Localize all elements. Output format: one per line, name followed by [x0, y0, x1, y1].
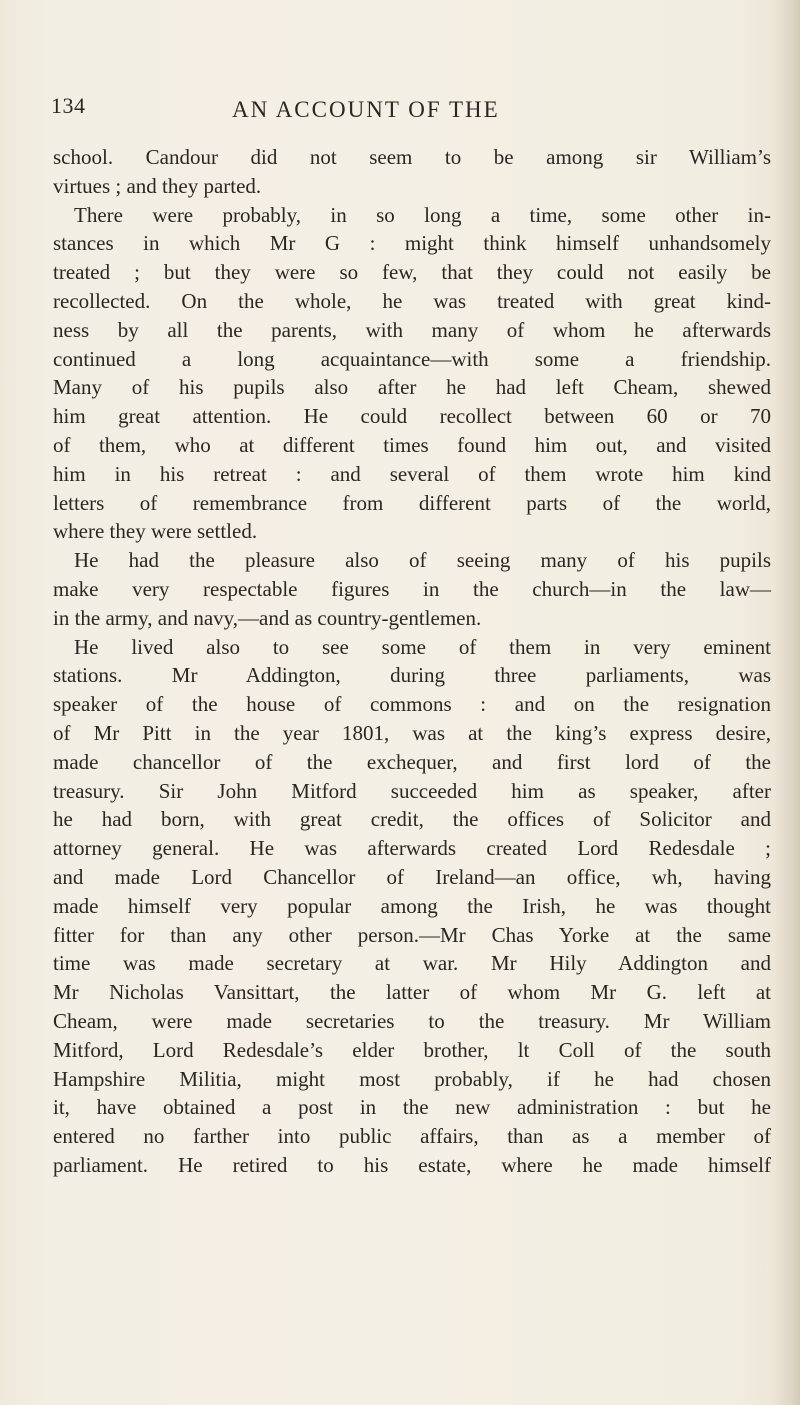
text-line: treated ; but they were so few, that they could not easily be: [53, 260, 771, 285]
text-line: He lived also to see some of them in very eminent: [74, 634, 771, 659]
body-text: [53, 143, 771, 1180]
text-line: he had born, with great credit, the offices of Solicitor and: [53, 807, 771, 832]
text-line: Mitford, Lord Redesdale’s elder brother, lt Coll of the south: [53, 1037, 771, 1062]
text-line: recollected. On the whole, he was treated with great kind-: [53, 288, 771, 313]
page-number: 134: [51, 93, 86, 118]
text-line: parliament. He retired to his estate, where he made himself: [53, 1152, 771, 1177]
text-line: Mr Nicholas Vansittart, the latter of whom Mr G. left at: [53, 980, 771, 1005]
text-line: made himself very popular among the Irish, he was thought: [53, 893, 771, 918]
page-edge-shadow: [774, 0, 800, 1405]
text-line: ness by all the parents, with many of whom he afterwards: [53, 317, 771, 342]
running-head: AN ACCOUNT OF THE: [232, 97, 500, 122]
text-line: Many of his pupils also after he had left Cheam, shewed: [53, 375, 771, 400]
text-line: Cheam, were made secretaries to the treasury. Mr William: [53, 1008, 771, 1033]
text-line: continued a long acquaintance—with some a friendship.: [53, 346, 771, 371]
text-line: and made Lord Chancellor of Ireland—an office, wh, having: [53, 864, 771, 889]
text-line: make very respectable figures in the church—in the law—: [53, 576, 771, 601]
text-line: time was made secretary at war. Mr Hily Addington and: [53, 951, 771, 976]
text-line: letters of remembrance from different parts of the world,: [53, 490, 771, 515]
text-line: attorney general. He was afterwards created Lord Redesdale ;: [53, 836, 771, 861]
text-line: virtues ; and they parted.: [53, 173, 262, 198]
text-line: There were probably, in so long a time, some other in-: [74, 202, 771, 227]
text-line: treasury. Sir John Mitford succeeded him as speaker, after: [53, 778, 771, 803]
text-line: in the army, and navy,—and as country-gentlemen.: [53, 605, 482, 630]
text-line: stances in which Mr G : might think himself unhandsomely: [53, 231, 771, 256]
text-line: speaker of the house of commons : and on the resignation: [53, 692, 771, 717]
text-line: school. Candour did not seem to be among sir William’s: [53, 145, 771, 169]
text-line: stations. Mr Addington, during three parliaments, was: [53, 663, 771, 688]
text-line: Hampshire Militia, might most probably, if he had chosen: [53, 1066, 771, 1091]
text-line: him in his retreat : and several of them wrote him kind: [53, 461, 771, 486]
text-line: of them, who at different times found him out, and visited: [53, 432, 771, 457]
text-line: him great attention. He could recollect between 60 or 70: [53, 404, 771, 429]
text-line: where they were settled.: [53, 519, 258, 544]
text-line: He had the pleasure also of seeing many of his pupils: [74, 548, 771, 573]
text-line: of Mr Pitt in the year 1801, was at the king’s express desire,: [53, 720, 771, 745]
text-line: fitter for than any other person.—Mr Chas Yorke at the same: [53, 922, 771, 947]
text-line: made chancellor of the exchequer, and first lord of the: [53, 749, 771, 774]
text-line: entered no farther into public affairs, than as a member of: [53, 1124, 771, 1149]
text-line: it, have obtained a post in the new administration : but he: [53, 1095, 771, 1120]
